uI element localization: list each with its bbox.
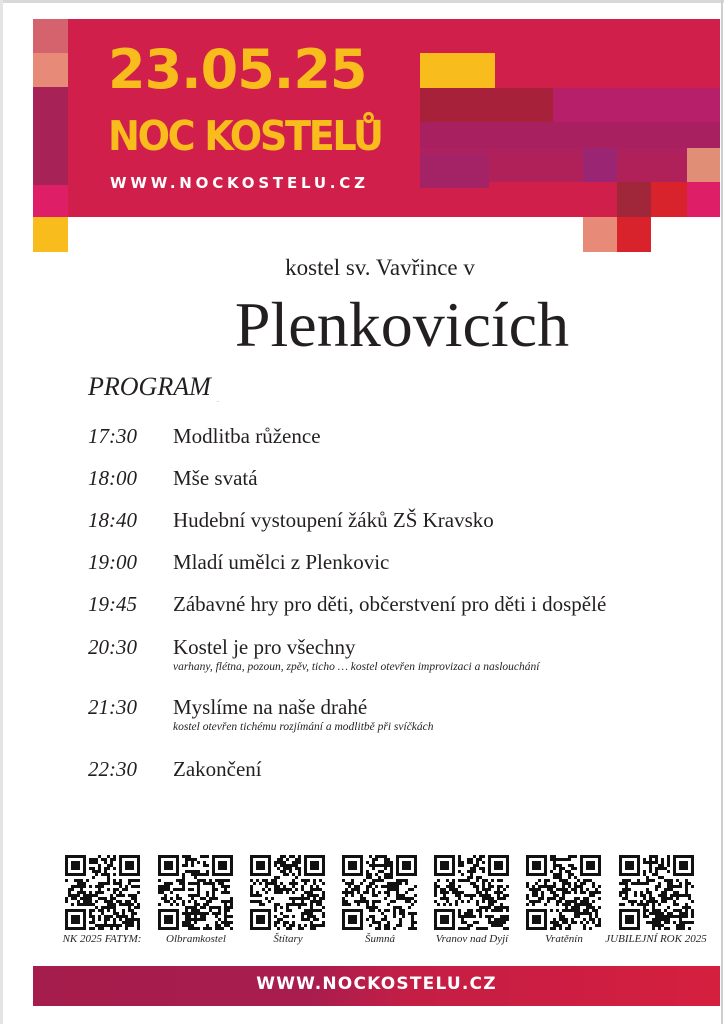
deco-block bbox=[420, 154, 489, 188]
program-time: 21:30 bbox=[88, 695, 137, 719]
program-activity: Modlitba růžence bbox=[173, 424, 321, 448]
deco-block bbox=[33, 217, 68, 252]
qr-code-icon[interactable] bbox=[250, 855, 325, 930]
qr-label: Olbramkostel bbox=[166, 933, 226, 945]
qr-label: JUBILEJNÍ ROK 2025 bbox=[605, 933, 707, 945]
program-heading: PROGRAM bbox=[88, 372, 211, 401]
scan-edge-top bbox=[0, 0, 724, 3]
scan-edge-left bbox=[0, 0, 3, 1024]
program-time: 22:30 bbox=[88, 757, 137, 781]
deco-block bbox=[33, 19, 68, 53]
place-title bbox=[0, 289, 724, 360]
qr-code-icon[interactable] bbox=[434, 855, 509, 930]
deco-block bbox=[33, 53, 68, 87]
church-subtitle bbox=[0, 256, 724, 279]
qr-code-icon[interactable] bbox=[619, 855, 694, 930]
program-activity: Zábavné hry pro děti, občerstvení pro děti i dospělé bbox=[173, 592, 607, 616]
place-title-text: Plenkovicích bbox=[234, 289, 570, 360]
deco-block bbox=[553, 88, 720, 122]
program-activity: Hudební vystoupení žáků ZŠ Kravsko bbox=[173, 508, 494, 532]
qr-code-icon[interactable] bbox=[158, 855, 233, 930]
program-time: 19:45 bbox=[88, 592, 137, 616]
qr-pattern bbox=[342, 855, 417, 930]
deco-block bbox=[420, 122, 720, 148]
program-time: 19:00 bbox=[88, 550, 137, 574]
qr-pattern bbox=[250, 855, 325, 930]
deco-block bbox=[687, 182, 720, 217]
qr-pattern bbox=[619, 855, 694, 930]
program-activity: Mše svatá bbox=[173, 466, 258, 490]
church-subtitle-text: kostel sv. Vavřince v bbox=[285, 255, 475, 280]
footer-bar bbox=[33, 966, 720, 1006]
qr-pattern bbox=[158, 855, 233, 930]
deco-block bbox=[583, 217, 617, 252]
deco-block bbox=[33, 185, 68, 217]
qr-code-icon[interactable] bbox=[342, 855, 417, 930]
program-heading-dot: . bbox=[217, 395, 219, 404]
event-date: 23.05.25 bbox=[108, 38, 367, 101]
scan-edge-right bbox=[721, 0, 723, 1024]
qr-code-icon[interactable] bbox=[526, 855, 601, 930]
deco-block bbox=[583, 148, 617, 182]
qr-pattern bbox=[65, 855, 140, 930]
deco-block bbox=[420, 53, 495, 88]
program-activity: Zakončení bbox=[173, 757, 262, 781]
header-banner bbox=[33, 19, 720, 217]
event-title: NOC KOSTELŮ bbox=[108, 112, 382, 160]
qr-pattern bbox=[526, 855, 601, 930]
deco-block bbox=[651, 182, 687, 217]
deco-block bbox=[33, 87, 68, 185]
program-note: kostel otevřen tichému rozjímání a modlitbě při svíčkách bbox=[173, 721, 434, 733]
program-time: 17:30 bbox=[88, 424, 137, 448]
qr-code-icon[interactable] bbox=[65, 855, 140, 930]
qr-label: Šumná bbox=[365, 933, 395, 945]
header-url[interactable]: WWW.NOCKOSTELU.CZ bbox=[110, 174, 369, 192]
qr-pattern bbox=[434, 855, 509, 930]
deco-block bbox=[420, 88, 553, 122]
program-time: 20:30 bbox=[88, 635, 137, 659]
program-activity: Myslíme na naše drahé bbox=[173, 695, 368, 719]
deco-block bbox=[617, 182, 651, 217]
program-activity: Kostel je pro všechny bbox=[173, 635, 356, 659]
qr-label: NK 2025 FATYM: bbox=[62, 933, 142, 945]
qr-label: Vratěnín bbox=[545, 933, 583, 945]
program-note: varhany, flétna, pozoun, zpěv, ticho … kostel otevřen improvizaci a naslouchání bbox=[173, 661, 540, 673]
footer-url[interactable]: WWW.NOCKOSTELU.CZ bbox=[256, 974, 497, 994]
program-time: 18:00 bbox=[88, 466, 137, 490]
deco-block bbox=[687, 148, 720, 182]
qr-label: Štítary bbox=[273, 933, 303, 945]
deco-block bbox=[617, 217, 651, 252]
program-activity: Mladí umělci z Plenkovic bbox=[173, 550, 390, 574]
qr-label: Vranov nad Dyjí bbox=[435, 933, 509, 945]
program-time: 18:40 bbox=[88, 508, 137, 532]
